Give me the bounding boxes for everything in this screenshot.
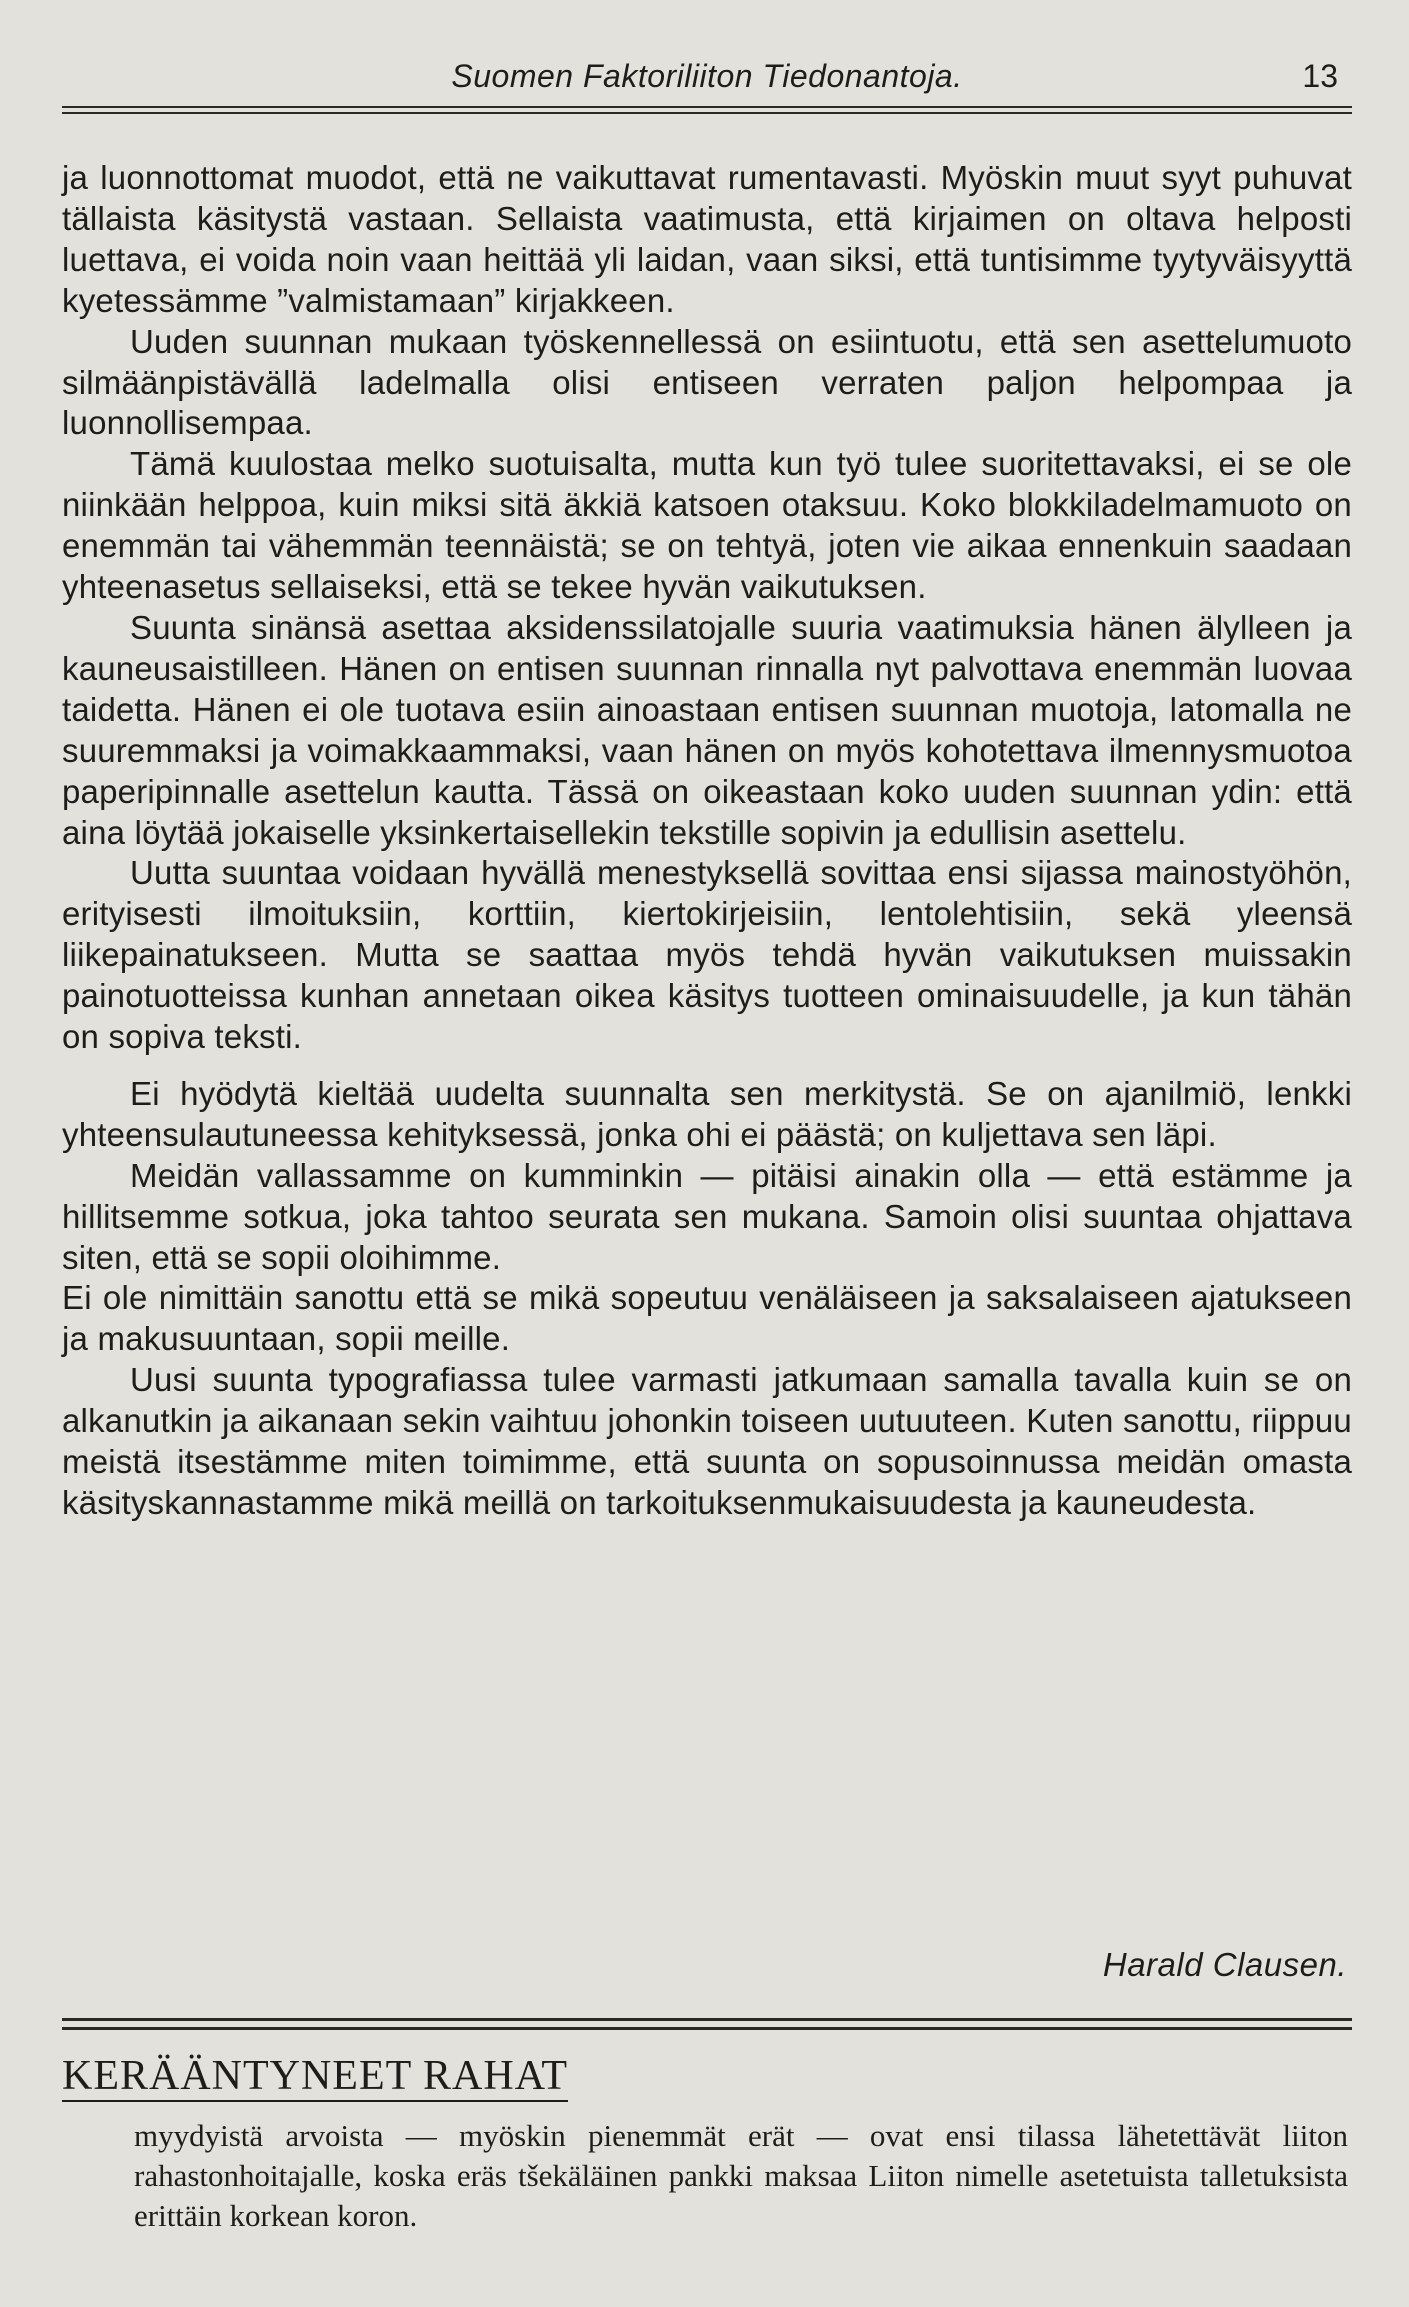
journal-title: Suomen Faktoriliiton Tiedonantoja. xyxy=(451,58,963,94)
section-title: KERÄÄNTYNEET RAHAT xyxy=(62,2052,568,2102)
article-body xyxy=(62,158,1352,1524)
paragraph: Tämä kuulostaa melko suotuisalta, mutta kun työ tulee suoritettavaksi, ei se ole niinkään helppoa, kuin miksi sitä äkkiä katsoen otaksuu. Koko blokkiladelmamuoto on enemmän tai vähemmän teennäistä; se on tehtyä, joten vie aikaa ennenkuin saadaan yhteenasetus sellaiseksi, että se tekee hyvän vaikutuksen. xyxy=(62,445,1352,606)
paragraph: Ei ole nimittäin sanottu että se mikä sopeutuu venäläiseen ja saksalaiseen ajatukseen ja makusuuntaan, sopii meille. xyxy=(62,1279,1352,1358)
paragraph: Uutta suuntaa voidaan hyvällä menestyksellä sovittaa ensi sijassa mainostyöhön, erityisesti ilmoituksiin, korttiin, kiertokirjeisiin, lentolehtisiin, sekä yleensä liikepainatukseen. Mutta se saattaa myös tehdä hyvän vaikutuksen muissakin painotuotteissa kunhan annetaan oikea käsitys tuotteen ominaisuudelle, ja kun tähän on sopiva teksti. xyxy=(62,854,1352,1056)
author-signature: Harald Clausen. xyxy=(1102,1946,1347,1983)
section-separator-rule xyxy=(62,2018,1352,2030)
paragraph: Uusi suunta typografiassa tulee varmasti jatkumaan samalla tavalla kuin se on alkanutkin ja aikanaan sekin vaihtuu johonkin toiseen uutuuteen. Kuten sanottu, riippuu meistä itsestämme miten toimimme, että suunta on sopusoinnussa meidän omasta käsityskannastamme mikä meillä on tarkoituksenmukaisuudesta ja kauneudesta. xyxy=(62,1361,1352,1521)
header-rule xyxy=(62,106,1352,114)
paragraph: Uuden suunnan mukaan työskennellessä on esiintuotu, että sen asettelumuoto silmäänpistävällä ladelmalla olisi entiseen verraten paljon helpompaa ja luonnollisempaa. xyxy=(62,322,1352,442)
paragraph: Suunta sinänsä asettaa aksidenssilatojalle suuria vaatimuksia hänen älylleen ja kauneusaistilleen. Hänen on entisen suunnan rinnalla nyt palvottava enemmän luovaa taidetta. Hänen ei ole tuotava esiin ainoastaan entisen suunnan muotoja, latomalla ne suuremmaksi ja voimakkaammaksi, vaan hänen on myös kohotettava ilmennysmuotoa paperipinnalle asettelun kautta. Tässä on oikeastaan koko uuden suunnan ydin: että aina löytää jokaiselle yksinkertaisellekin tekstille sopivin ja edullisin asettelu. xyxy=(62,608,1352,851)
page-number: 13 xyxy=(1302,58,1338,94)
paragraph: ja luonnottomat muodot, että ne vaikuttavat rumentavasti. Myöskin muut syyt puhuvat tällaista käsitystä vastaan. Sellaista vaatimusta, että kirjaimen on oltava helposti luettava, ei voida noin vaan heittää yli laidan, vaan siksi, että tuntisimme tyytyväisyyttä kyetessämme ”valmistamaan” kirjakkeen. xyxy=(62,159,1352,319)
paragraph: Meidän vallassamme on kumminkin — pitäisi ainakin olla — että estämme ja hillitsemme sotkua, joka tahtoo seurata sen mukana. Samoin olisi suuntaa ohjattava siten, että se sopii oloihimme. xyxy=(62,1156,1352,1276)
notice-paragraph: myydyistä arvoista — myöskin pienemmät erät — ovat ensi tilassa lähetettävät liiton rahastonhoitajalle, koska eräs tšekäläinen pankki maksaa Liiton nimelle asetetuista talletuksista erittäin korkean koron. xyxy=(134,2118,1348,2233)
notice-text-block xyxy=(134,2116,1348,2236)
paragraph: Ei hyödytä kieltää uudelta suunnalta sen merkitystä. Se on ajanilmiö, lenkki yhteensulautuneessa kehityksessä, jonka ohi ei päästä; on kuljettava sen läpi. xyxy=(62,1074,1352,1153)
running-header xyxy=(62,56,1352,104)
